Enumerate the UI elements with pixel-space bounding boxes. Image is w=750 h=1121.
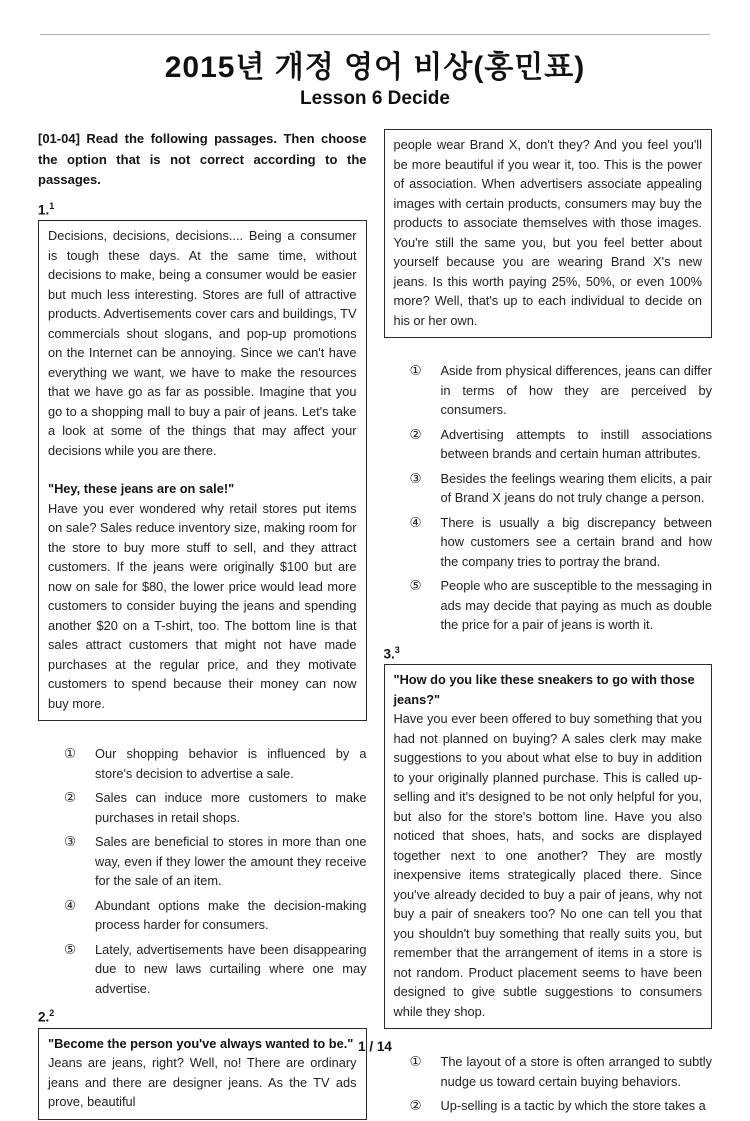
option-marker: ⑤ [64, 941, 77, 957]
option-marker: ① [409, 1054, 422, 1069]
option-marker: ② [409, 1098, 422, 1113]
question-1-superscript: 1 [49, 200, 55, 211]
option-marker: ⑤ [409, 578, 422, 593]
option-marker: ④ [64, 897, 77, 913]
option-text: Our shopping behavior is influenced by a store's decision to advertise a sale. [95, 746, 367, 781]
option-marker: ③ [64, 834, 77, 849]
page-number: 1 / 14 [358, 1039, 392, 1054]
question-2-superscript: 2 [49, 1008, 55, 1018]
option-marker: ① [64, 746, 77, 761]
option-row [64, 744, 367, 783]
question-3-label [384, 645, 713, 662]
option-text: Aside from physical differences, jeans can differ in terms of how they are perceived by consumers. [440, 363, 712, 417]
passage-1-paragraph-2: Have you ever wondered why retail stores put items on sale? Sales reduce inventory size, making room for the store to buy more stuff to sell, and they attract customers. If the jeans were originally $100 but are now on sale for $80, the lower price would lead more customers to consider buying the jeans and spending another $20 on a T-shirt, too. The bottom line is that sales attract customers that might not have made purchases at the regular price, and they motivate customers to spend because their money can now buy more. [48, 500, 357, 711]
option-marker: ③ [409, 470, 422, 486]
option-row [64, 940, 367, 999]
option-text: People who are susceptible to the messaging in ads may decide that paying as much as double the price for a pair of jeans is worth it. [440, 578, 712, 632]
option-row [410, 361, 713, 420]
worksheet-page [0, 34, 750, 1113]
option-row [410, 513, 713, 572]
option-text: Sales are beneficial to stores in more than one way, even if they lower the amount they receive for the sale of an item. [95, 834, 367, 888]
top-divider [40, 34, 710, 35]
passage-2-paragraph-continued: people wear Brand X, don't they? And you feel you'll be more beautiful if you wear it, too. This is the power of association. When advertisers associate appealing images with certain products, consumers may buy the products to associate themselves with those images. You're still the same you, but you feel better about yourself because you are wearing Brand X's new jeans. Is this worth paying 25%, 50%, or even 100% more? Well, that's up to each individual to decide on his or her own. [393, 137, 702, 328]
question-1-options [38, 744, 367, 998]
left-column [38, 129, 367, 1121]
page-subtitle: Lesson 6 Decide [300, 88, 450, 109]
option-row [410, 469, 713, 508]
option-marker: ② [409, 426, 422, 442]
question-1-number: 1. [38, 202, 50, 217]
question-3-options [384, 1052, 713, 1116]
option-text: Advertising attempts to instill associations between brands and certain human attributes. [440, 426, 712, 461]
passage-2-paragraph-start: Jeans are jeans, right? Well, no! There are ordinary jeans and there are designer jeans. As the TV ads prove, beautiful [48, 1055, 357, 1109]
option-row [64, 896, 367, 935]
question-1-label [38, 201, 367, 218]
option-row [410, 576, 713, 635]
option-text: Up-selling is a tactic by which the store takes a [440, 1098, 706, 1113]
option-text: Sales can induce more customers to make purchases in retail shops. [95, 790, 367, 825]
right-column [384, 129, 713, 1121]
passage-1-paragraph-1: Decisions, decisions, decisions.... Being a consumer is tough these days. At the same time, without decisions to make, being a consumer would be easier but much less interesting. Stores are full of attractive products. Advertisements cover cars and buildings, TV commercials shout slogans, and pop-up promotions on the Internet can be annoying. Since we can't have everything we want, we have to make the resources that we have go as far as possible. Imagine that you go to a shopping mall to buy a pair of jeans. Let's take a look at some of the things that may affect your decisions while you are there. [48, 228, 357, 458]
passage-3-heading: "How do you like these sneakers to go with those jeans?" [393, 672, 695, 707]
option-row [64, 832, 367, 891]
option-row [410, 1096, 713, 1116]
option-row [410, 1052, 713, 1091]
content-area [0, 129, 750, 1121]
passage-1-heading: "Hey, these jeans are on sale!" [48, 481, 235, 496]
option-marker: ④ [409, 514, 422, 530]
option-marker: ② [64, 790, 77, 805]
option-marker: ① [409, 363, 422, 378]
option-text: The layout of a store is often arranged to subtly nudge us toward certain buying behaviors. [440, 1054, 712, 1089]
option-text: Lately, advertisements have been disappearing due to new laws curtailing where one may advertise. [95, 941, 367, 996]
option-text: Besides the feelings wearing them elicits, a pair of Brand X jeans do not truly change a person. [440, 470, 712, 505]
option-row [64, 788, 367, 827]
passage-box-2-part-2 [384, 129, 713, 338]
passage-3-paragraph: Have you ever been offered to buy something that you had not planned on buying? A sales clerk may make suggestions to you about what else to buy in addition to your originally planned purchase. This is called up-selling and it's designed to be not only helpful for you, but also for the store's bottom line. Have you also noticed that shoes, hats, and socks are displayed together next to one another? They are mostly inexpensive items strategically placed there. Since you've already decided to buy a pair of jeans, why not buy a pair of sneakers too? No one can tell you that you shouldn't buy something that really suits you, but remember that the arrangement of items in a store is not random. Product placement seems to have been designed to give subtle suggestions to consumers while they shop. [393, 711, 702, 1019]
passage-2-heading: "Become the person you've always wanted to be." [48, 1035, 354, 1051]
question-2-options [384, 361, 713, 635]
option-text: There is usually a big discrepancy between how customers see a certain brand and how the company tries to portray the brand. [440, 514, 712, 569]
option-text: Abundant options make the decision-making process harder for consumers. [95, 897, 367, 932]
question-3-superscript: 3 [394, 644, 400, 655]
passage-box-1 [38, 220, 367, 721]
question-2-number: 2. [38, 1009, 50, 1025]
page-title: 2015년 개정 영어 비상(홍민표) [164, 51, 586, 84]
option-row [410, 425, 713, 464]
instructions-text: [01-04] Read the following passages. Then choose the option that is not correct according to the passages. [38, 131, 367, 187]
question-2-label [38, 1008, 367, 1025]
passage-box-3 [384, 664, 713, 1029]
question-3-number: 3. [383, 646, 395, 661]
